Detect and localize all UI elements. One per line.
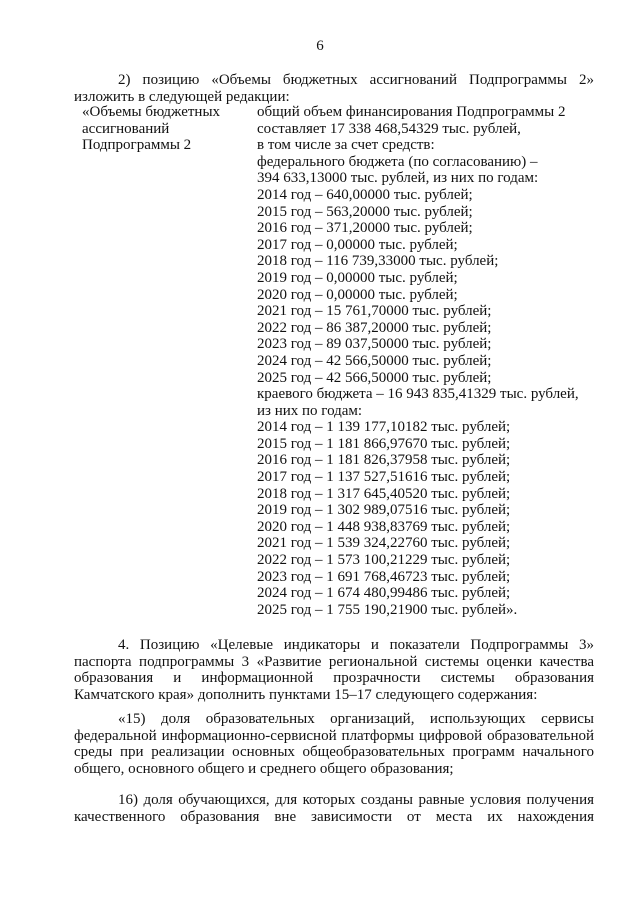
item-15-paragraph (74, 711, 594, 777)
table-right-line: 2020 год – 1 448 938,83769 тыс. рублей; (257, 518, 511, 535)
table-left-line: ассигнований (82, 120, 170, 137)
item-15-line-4: общего, основного общего и среднего общего образования; (74, 760, 454, 777)
table-right-line: 2017 год – 1 137 527,51616 тыс. рублей; (257, 469, 511, 486)
table-right-line: 2022 год – 86 387,20000 тыс. рублей; (257, 319, 492, 336)
table-right-line: составляет 17 338 468,54329 тыс. рублей, (257, 120, 521, 137)
page-number: 6 (316, 38, 324, 54)
table-left-line: «Объемы бюджетных (82, 104, 221, 120)
item-2-paragraph (74, 72, 594, 105)
item-4-line-1: 4. Позицию «Целевые индикаторы и показатели Подпрограммы 3» (118, 637, 594, 653)
item-4-line-3: образования и информационной прозрачности системы образования (74, 670, 594, 687)
table-right-line: 394 633,13000 тыс. рублей, из них по годам: (257, 170, 539, 187)
table-right-line: 2025 год – 42 566,50000 тыс. рублей; (257, 369, 492, 386)
table-right-line: 2023 год – 1 691 768,46723 тыс. рублей; (257, 568, 511, 585)
item-16-paragraph (74, 792, 594, 825)
table-right-line: 2018 год – 116 739,33000 тыс. рублей; (257, 253, 499, 270)
table-right-line: в том числе за счет средств: (257, 137, 435, 154)
table-right-line: 2018 год – 1 317 645,40520 тыс. рублей; (257, 485, 511, 502)
table-right-line: 2015 год – 563,20000 тыс. рублей; (257, 203, 473, 220)
table-right-line: 2022 год – 1 573 100,21229 тыс. рублей; (257, 552, 511, 569)
item-15-line-2: федеральной информационно-сервисной платформы цифровой образовательной (74, 727, 594, 744)
table-right-line: 2017 год – 0,00000 тыс. рублей; (257, 236, 458, 253)
table-right-line: 2025 год – 1 755 190,21900 тыс. рублей». (257, 601, 518, 618)
table-right-line: 2021 год – 1 539 324,22760 тыс. рублей; (257, 535, 511, 552)
table-right-line: 2021 год – 15 761,70000 тыс. рублей; (257, 303, 492, 320)
item-4-line-4: Камчатского края» дополнить пунктами 15–17 следующего содержания: (74, 686, 538, 703)
table-left-line: Подпрограммы 2 (82, 137, 192, 154)
table-right-line: 2024 год – 1 674 480,99486 тыс. рублей; (257, 585, 511, 602)
item-15-line-1: «15) доля образовательных организаций, использующих сервисы (118, 711, 594, 727)
table-right-line: 2019 год – 1 302 989,07516 тыс. рублей; (257, 502, 511, 519)
table-right-line: 2024 год – 42 566,50000 тыс. рублей; (257, 352, 492, 369)
table-right-line: 2014 год – 640,00000 тыс. рублей; (257, 186, 473, 203)
table-right-line: краевого бюджета – 16 943 835,41329 тыс. рублей, (257, 386, 579, 403)
table-right-line: 2016 год – 1 181 826,37958 тыс. рублей; (257, 452, 511, 469)
item-16-line-1: 16) доля обучающихся, для которых созданы равные условия получения (118, 792, 594, 808)
table-right-line: 2016 год – 371,20000 тыс. рублей; (257, 220, 473, 237)
table-right-line: федерального бюджета (по согласованию) – (257, 153, 538, 170)
item-16-line-2: качественного образования вне зависимости от места их нахождения (74, 808, 594, 825)
item-2-line-2: изложить в следующей редакции: (74, 88, 290, 105)
table-right-line: из них по годам: (257, 402, 363, 419)
table-left-column (82, 104, 242, 154)
table-right-line: 2023 год – 89 037,50000 тыс. рублей; (257, 336, 492, 353)
table-right-column (257, 104, 597, 618)
item-15-line-3: среды при реализации основных общеобразовательных программ начального (74, 744, 594, 761)
item-2-line-1: 2) позицию «Объемы бюджетных ассигнований Подпрограммы 2» (118, 72, 594, 88)
table-right-line: 2019 год – 0,00000 тыс. рублей; (257, 269, 458, 286)
table-right-line: 2015 год – 1 181 866,97670 тыс. рублей; (257, 435, 511, 452)
item-4-line-2: паспорта подпрограммы 3 «Развитие региональной системы оценки качества (74, 653, 594, 670)
table-right-line: общий объем финансирования Подпрограммы 2 (257, 104, 566, 120)
table-right-line: 2020 год – 0,00000 тыс. рублей; (257, 286, 458, 303)
table-right-line: 2014 год – 1 139 177,10182 тыс. рублей; (257, 419, 511, 436)
item-4-paragraph (74, 637, 594, 703)
